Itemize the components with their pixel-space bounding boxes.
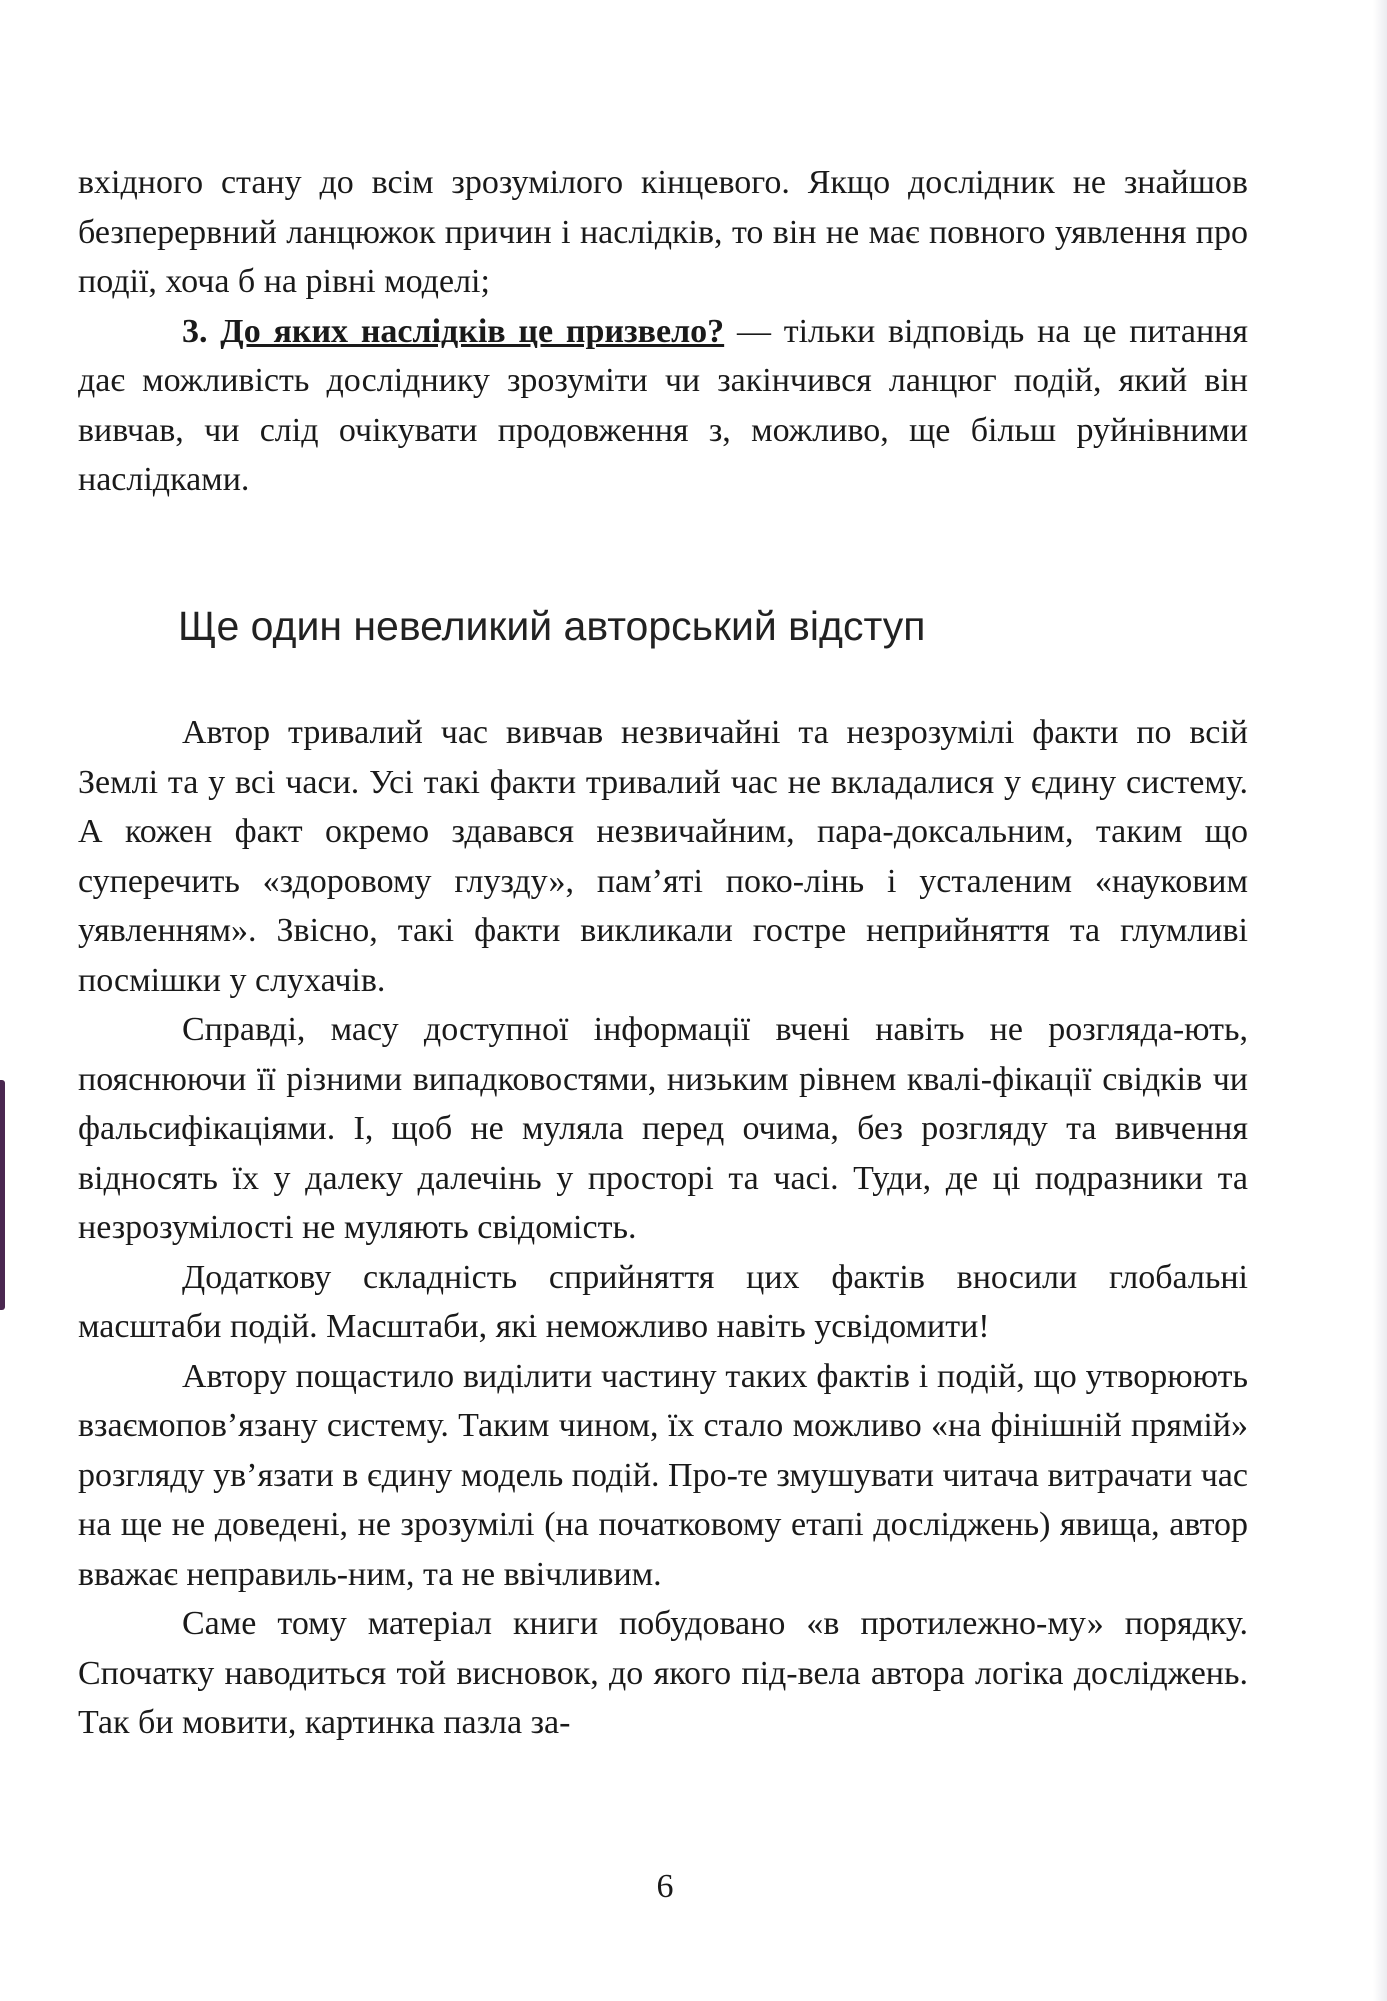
section-heading: Ще один невеликий авторський відступ <box>178 603 926 649</box>
top-text-block <box>78 158 1248 505</box>
item-question: До яких наслідків це призвело? <box>220 312 725 350</box>
item-answer: — тільки відповідь на це питання дає можливість досліднику зрозуміти чи закінчився ланцюг подій, який він вивчав, чи слід очікувати продовження з, можливо, ще більш руйнівними наслідками. <box>78 312 1248 498</box>
question-item-3 <box>78 307 1248 505</box>
body-text-block <box>78 708 1248 1748</box>
body-paragraph-1: Автор тривалий час вивчав незвичайні та незрозумілі факти по всій Землі та у всі часи. Усі такі факти тривалий час не вкладалися у єдину систему. А кожен факт окремо здавався незвичайним, пара-доксальним, таким що суперечить «здоровому глузду», пам’яті поко-лінь і усталеним «науковим уявленням». Звісно, такі факти викликали гостре неприйняття та глумливі посмішки у слухачів. <box>78 714 1248 999</box>
body-paragraph-2: Справді, масу доступної інформації вчені навіть не розгляда-ють, пояснюючи її різними випадковостями, низьким рівнем квалі-фікації свідків чи фальсифікаціями. І, щоб не муляла перед очима, без розгляду та вивчення відносять їх у далеку далечінь у просторі та часі. Туди, де ці подразники та незрозумілості не муляють свідомість. <box>78 1011 1248 1246</box>
continued-paragraph: вхідного стану до всім зрозумілого кінцевого. Якщо дослідник не знайшов безперервний ланцюжок причин і наслідків, то він не має повного уявлення про події, хоча б на рівні моделі; <box>78 164 1248 300</box>
item-number: 3. <box>182 312 208 350</box>
body-paragraph-5: Саме тому матеріал книги побудовано «в протилежно-му» порядку. Спочатку наводиться той висновок, до якого під-вела автора логіка досліджень. Так би мовити, картинка пазла за- <box>78 1605 1248 1741</box>
body-paragraph-3: Додаткову складність сприйняття цих фактів вносили глобальні масштаби подій. Масштаби, які неможливо навіть усвідомити! <box>78 1258 1248 1345</box>
page-number: 6 <box>656 1868 674 1905</box>
page-edge-shadow <box>1373 0 1387 2001</box>
page-edge-mark <box>0 1080 5 1310</box>
body-paragraph-4: Автору пощастило виділити частину таких фактів і подій, що утворюють взаємопов’язану систему. Таким чином, їх стало можливо «на фінішній прямій» розгляду ув’язати в єдину модель подій. Про-те змушувати читача витрачати час на ще не доведені, не зрозумілі (на початковому етапі досліджень) явища, автор вважає неправиль-ним, та не ввічливим. <box>78 1357 1248 1593</box>
